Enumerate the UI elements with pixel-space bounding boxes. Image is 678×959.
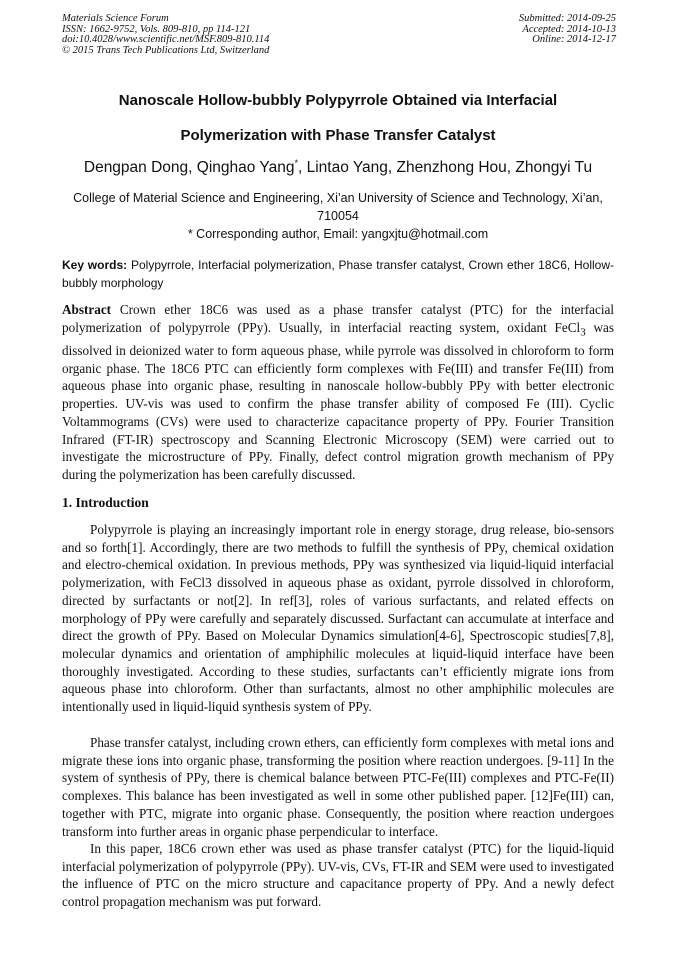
section-number: 1	[62, 495, 69, 510]
issn-line: ISSN: 1662-9752, Vols. 809-810, pp 114-121	[62, 23, 251, 35]
abstract-subscript: 3	[580, 326, 586, 339]
keywords-text: Polypyrrole, Interfacial polymerization, Phase transfer catalyst, Crown ether 18C6, Hollow-bubbly morphology	[62, 258, 615, 290]
journal-header	[62, 14, 269, 56]
section-heading: 1. Introduction	[62, 495, 149, 510]
affiliation	[62, 189, 614, 243]
author-names-rest: , Lintao Yang, Zhenzhong Hou, Zhongyi Tu	[297, 159, 593, 177]
author-list	[62, 158, 614, 177]
doi-line: doi:10.4028/www.scientific.net/MSF.809-810.114	[62, 34, 270, 45]
author-names-first: Dengpan Dong, Qinghao Yang	[83, 159, 295, 177]
paper-title-line-1: Nanoscale Hollow-bubbly Polypyrrole Obtained via Interfacial	[118, 92, 558, 109]
intro-paragraph-3: In this paper, 18C6 crown ether was used as phase transfer catalyst (PTC) for the liquid-liquid interfacial polymerization of polypyrrole (PPy). UV-vis, CVs, FT-IR and SEM were used to investigated the influence of PTC on the micro structure and capacitance property of PPy. And a newly defect control propagation mechanism was put forward.	[62, 841, 614, 910]
affiliation-line-2: 710054	[317, 209, 359, 223]
section-title: Introduction	[75, 495, 149, 510]
accepted-date: Accepted: 2014-10-13	[522, 23, 616, 35]
affiliation-line-1: College of Material Science and Engineering, Xi’an University of Science and Technology, Xi’an,	[73, 191, 603, 205]
paper-title-line-2: Polymerization with Phase Transfer Catalyst	[180, 127, 496, 144]
copyright-line: © 2015 Trans Tech Publications Ltd, Switzerland	[62, 44, 270, 56]
abstract	[62, 301, 614, 484]
intro-paragraph-1: Polypyrrole is playing an increasingly important role in energy storage, drug release, bio-sensors and so forth[1]. Accordingly, there are two methods to fulfill the synthesis of PPy, chemical oxidation and electro-chemical oxidation. In previous methods, PPy was synthesized via liquid-liquid interfacial polymerization, with FeCl3 dissolved in aqueous phase as oxidant, pyrrole dissolved in chloroform, directed by surfactants or not[2]. In ref[3], roles of various surfactants, and related effects on morphology of PPy were carefully and separately discussed. Surfactant can accumulate at interface and direct the growth of PPy. Based on Molecular Dynamics simulation[4-6], Spectroscopic studies[7,8], molecular dynamics and orientation of amphiphilic molecules at liquid-liquid interface have been thoroughly investigated. According to these studies, surfactants can’t efficiently migrate ions from aqueous phase into chloroform. Other than surfactants, almost no other amphiphilic molecules are intentionally used in liquid-liquid synthesis system of PPy.	[62, 522, 614, 715]
submitted-date: Submitted: 2014-09-25	[518, 13, 616, 24]
dates-header	[519, 14, 616, 46]
abstract-label: Abstract	[62, 302, 112, 317]
keywords	[62, 256, 614, 292]
corresponding-mark: *	[294, 158, 298, 168]
intro-paragraph-2: Phase transfer catalyst, including crown ethers, can efficiently form complexes with metal ions and migrate these ions into organic phase, transforming the position where reaction undergoes. [9-11] In the system of synthesis of PPy, there is chemical balance between PTC-Fe(III) complexes and PTC-Fe(II) complexes. This balance has been investigated as well in some other published paper. [12]Fe(III) can, together with PTC, migrate into organic phase. Consequently, the position where reaction undergoes transform into further areas in organic phase perpendicular to interface.	[62, 735, 614, 839]
abstract-text-1: Crown ether 18C6 was used as a phase transfer catalyst (PTC) for the interfacial polymerization of polypyrrole (PPy). Usually, in interfacial reacting system, oxidant FeCl	[62, 302, 615, 335]
online-date: Online: 2014-12-17	[532, 34, 616, 45]
corresponding-email: * Corresponding author, Email: yangxjtu@hotmail.com	[187, 227, 489, 241]
keywords-label: Key words:	[62, 258, 128, 272]
abstract-text-2: was dissolved in deionized water to form aqueous phase, while pyrrole was dissolved in chloroform to form organic phase. The 18C6 PTC can efficiently form complexes with Fe(III) and transfer Fe(III) from aqueous phase into organic phase, resulting in nanoscale hollow-bubbly PPy with better electronic properties. UV-vis was used to confirm the phase transfer ability of composed Fe (III). Cyclic Voltammograms (CVs) were used to characterize capacitance property of PPy. Fourier Transition Infrared (FT-IR) spectroscopy and Scanning Electronic Microscopy (SEM) were carried out to investigate the microstructure of PPy. Finally, defect control migration growth mechanism of PPy during the polymerization has been carefully discussed.	[62, 319, 614, 482]
journal-name: Materials Science Forum	[62, 13, 169, 24]
